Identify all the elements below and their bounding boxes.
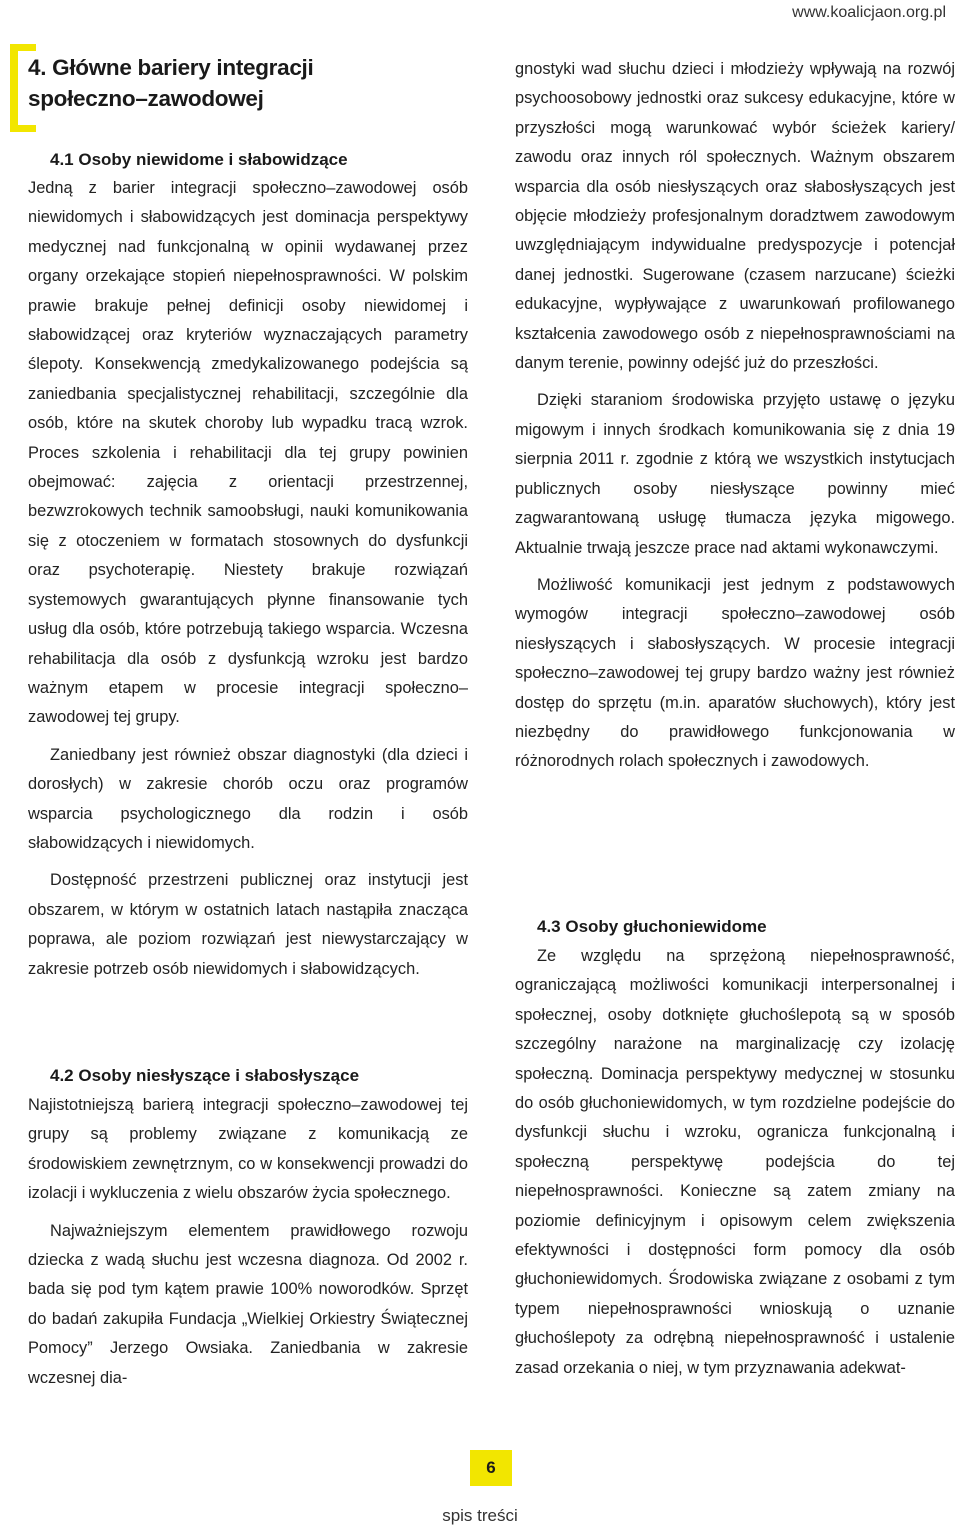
section-4-2-paragraph: Najistotniejszą barierą integracji społeczno–zawodowej tej grupy są problemy związane z komunikacją ze środowiskiem zewnętrznym, co w konsekwencji prowadzi do izolacji i wykluczenia z wielu obszarów życia społecznego. xyxy=(28,1096,468,1203)
chapter-title-line1: 4. Główne bariery integracji xyxy=(28,55,314,80)
title-bracket-decoration xyxy=(10,44,18,132)
section-4-1-heading: 4.1 Osoby niewidome i słabowidzące xyxy=(50,150,348,169)
table-of-contents-link[interactable]: spis treści xyxy=(442,1506,518,1525)
section-4-3-heading: 4.3 Osoby głuchoniewidome xyxy=(537,917,767,936)
section-4-2-heading-number: 4.2 xyxy=(50,1066,74,1085)
section-4-1-paragraph: Jedną z barier integracji społeczno–zawodowej osób niewidomych i słabowidzących jest dominacja perspektywy medycznej nad funkcjonalną w opinii wydawanej przez organy orzekające stopień niepełnosprawności. W polskim prawie brakuje pełnej definicji osoby niewidomej i słabowidzącej oraz kryteriów wyznaczających parametry ślepoty. Konsekwencją zmedykalizowanego podejścia są zaniedbania specjalistycznej rehabilitacji, szczególnie dla osób, które na skutek choroby lub wypadku tracą wzrok. Proces szkolenia i rehabilitacji dla tej grupy powinien obejmować: zajęcia z orientacji przestrzennej, bezwzrokowych technik samoobsługi, nauki komunikowania się z otoczeniem w formatach stosownych do dysfunkcji oraz psychoterapię. Niestety brakuje rozwiązań systemowych gwarantujących płynne finansowanie tych usług dla osób, które potrzebują takiego wsparcia. Wczesna rehabilitacja dla osób z dysfunkcją wzroku jest bardzo ważnym etapem w procesie integracji społeczno–zawodowej tej grupy. xyxy=(28,179,468,727)
chapter-title xyxy=(28,52,313,114)
site-url[interactable]: www.koalicjaon.org.pl xyxy=(792,4,946,21)
chapter-title-line2: społeczno–zawodowej xyxy=(28,86,264,111)
section-4-2-heading-text: Osoby niesłyszące i słabosłyszące xyxy=(78,1066,360,1085)
section-4-2-paragraph: Najważniejszym elementem prawidłowego rozwoju dziecka z wadą słuchu jest wczesna diagnoza. Od 2002 r. bada się pod tym kątem prawie 100% noworodków. Sprzęt do badań zakupiła Fundacja „Wielkiej Orkiestry Świątecznej Pomocy” Jerzego Owsiaka. Zaniedbania w zakresie wczesnej dia- xyxy=(28,1221,468,1387)
section-4-2-paragraph: Możliwość komunikacji jest jednym z podstawowych wymogów integracji społeczno–zawodowej osób niesłyszących i słabosłyszących. W procesie integracji społeczno–zawodowej tej grupy bardzo ważny jest również dostęp do sprzętu (m.in. aparatów słuchowych), który jest niezbędny do prawidłowego funkcjonowania w różnorodnych rolach społecznych i zawodowych. xyxy=(515,575,955,771)
section-4-2-paragraph: Dzięki staraniom środowiska przyjęto ustawę o języku migowym i innych środkach komunikowania się z dnia 19 sierpnia 2011 r. zgodnie z którą we wszystkich instytucjach publicznych osoby niesłyszące powinny mieć zagwarantowaną usługę tłumacza języka migowego. Aktualnie trwają jeszcze prace nad aktami wykonawczymi. xyxy=(515,391,955,557)
section-4-1-paragraph: Dostępność przestrzeni publicznej oraz instytucji jest obszarem, w którym w ostatnich latach nastąpiła znacząca poprawa, ale poziom rozwiązań jest niewystarczający w zakresie potrzeb osób niewidomych i słabowidzących. xyxy=(28,871,468,978)
section-4-3-paragraph: Ze względu na sprzężoną niepełnosprawność, ograniczającą możliwości komunikacji interpersonalnej i społecznej, osoby dotknięte głuchoślepotą są w sposób szczególny narażone na marginalizację czy izolację społeczną. Dominacja perspektywy medycznej w stosunku do osób głuchoniewidomych, w tym rozdzielne podejście do dysfunkcji słuchu i wzroku, ogranicza funkcjonalną i społeczną perspektywę podejścia do tej niepełnosprawności. Konieczne są zatem zmiany na poziomie definicyjnym i opisowym celem zwiększenia efektywności i dostępności form pomocy dla osób głuchoniewidomych. Środowiska związane z osobami z tym typem niepełnosprawności wnioskują o uznanie głuchoślepoty za odrębną niepełnosprawność i ustalenie zasad orzekania o niej, w tym przyznawania adekwat- xyxy=(515,947,955,1377)
section-4-2-heading xyxy=(50,1061,470,1090)
section-4-1-paragraph: Zaniedbany jest również obszar diagnostyki (dla dzieci i dorosłych) w zakresie chorób oczu oraz programów wsparcia psychologicznego dla rodzin i osób słabowidzących i niewidomych. xyxy=(28,745,468,852)
section-4-2-paragraph-continued: gnostyki wad słuchu dzieci i młodzieży wpływają na rozwój psychoosobowy jednostki oraz sukcesy edukacyjne, które w przyszłości mogą warunkować wybór ścieżek kariery/ zawodu oraz innych ról społecznych. Ważnym obszarem wsparcia dla osób niesłyszących oraz słabosłyszących jest objęcie młodzieży profesjonalnym doradztwem zawodowym uwzględniającym indywidualne predyspozycje i potencjał danej jednostki. Sugerowane (czasem narzucane) ścieżki edukacyjne, wypływające z uwarunkowań profilowanego kształcenia zawodowego osób z niepełnosprawnościami na danym terenie, powinny odejść już do przeszłości. xyxy=(515,60,955,373)
page-number: 6 xyxy=(470,1450,512,1486)
